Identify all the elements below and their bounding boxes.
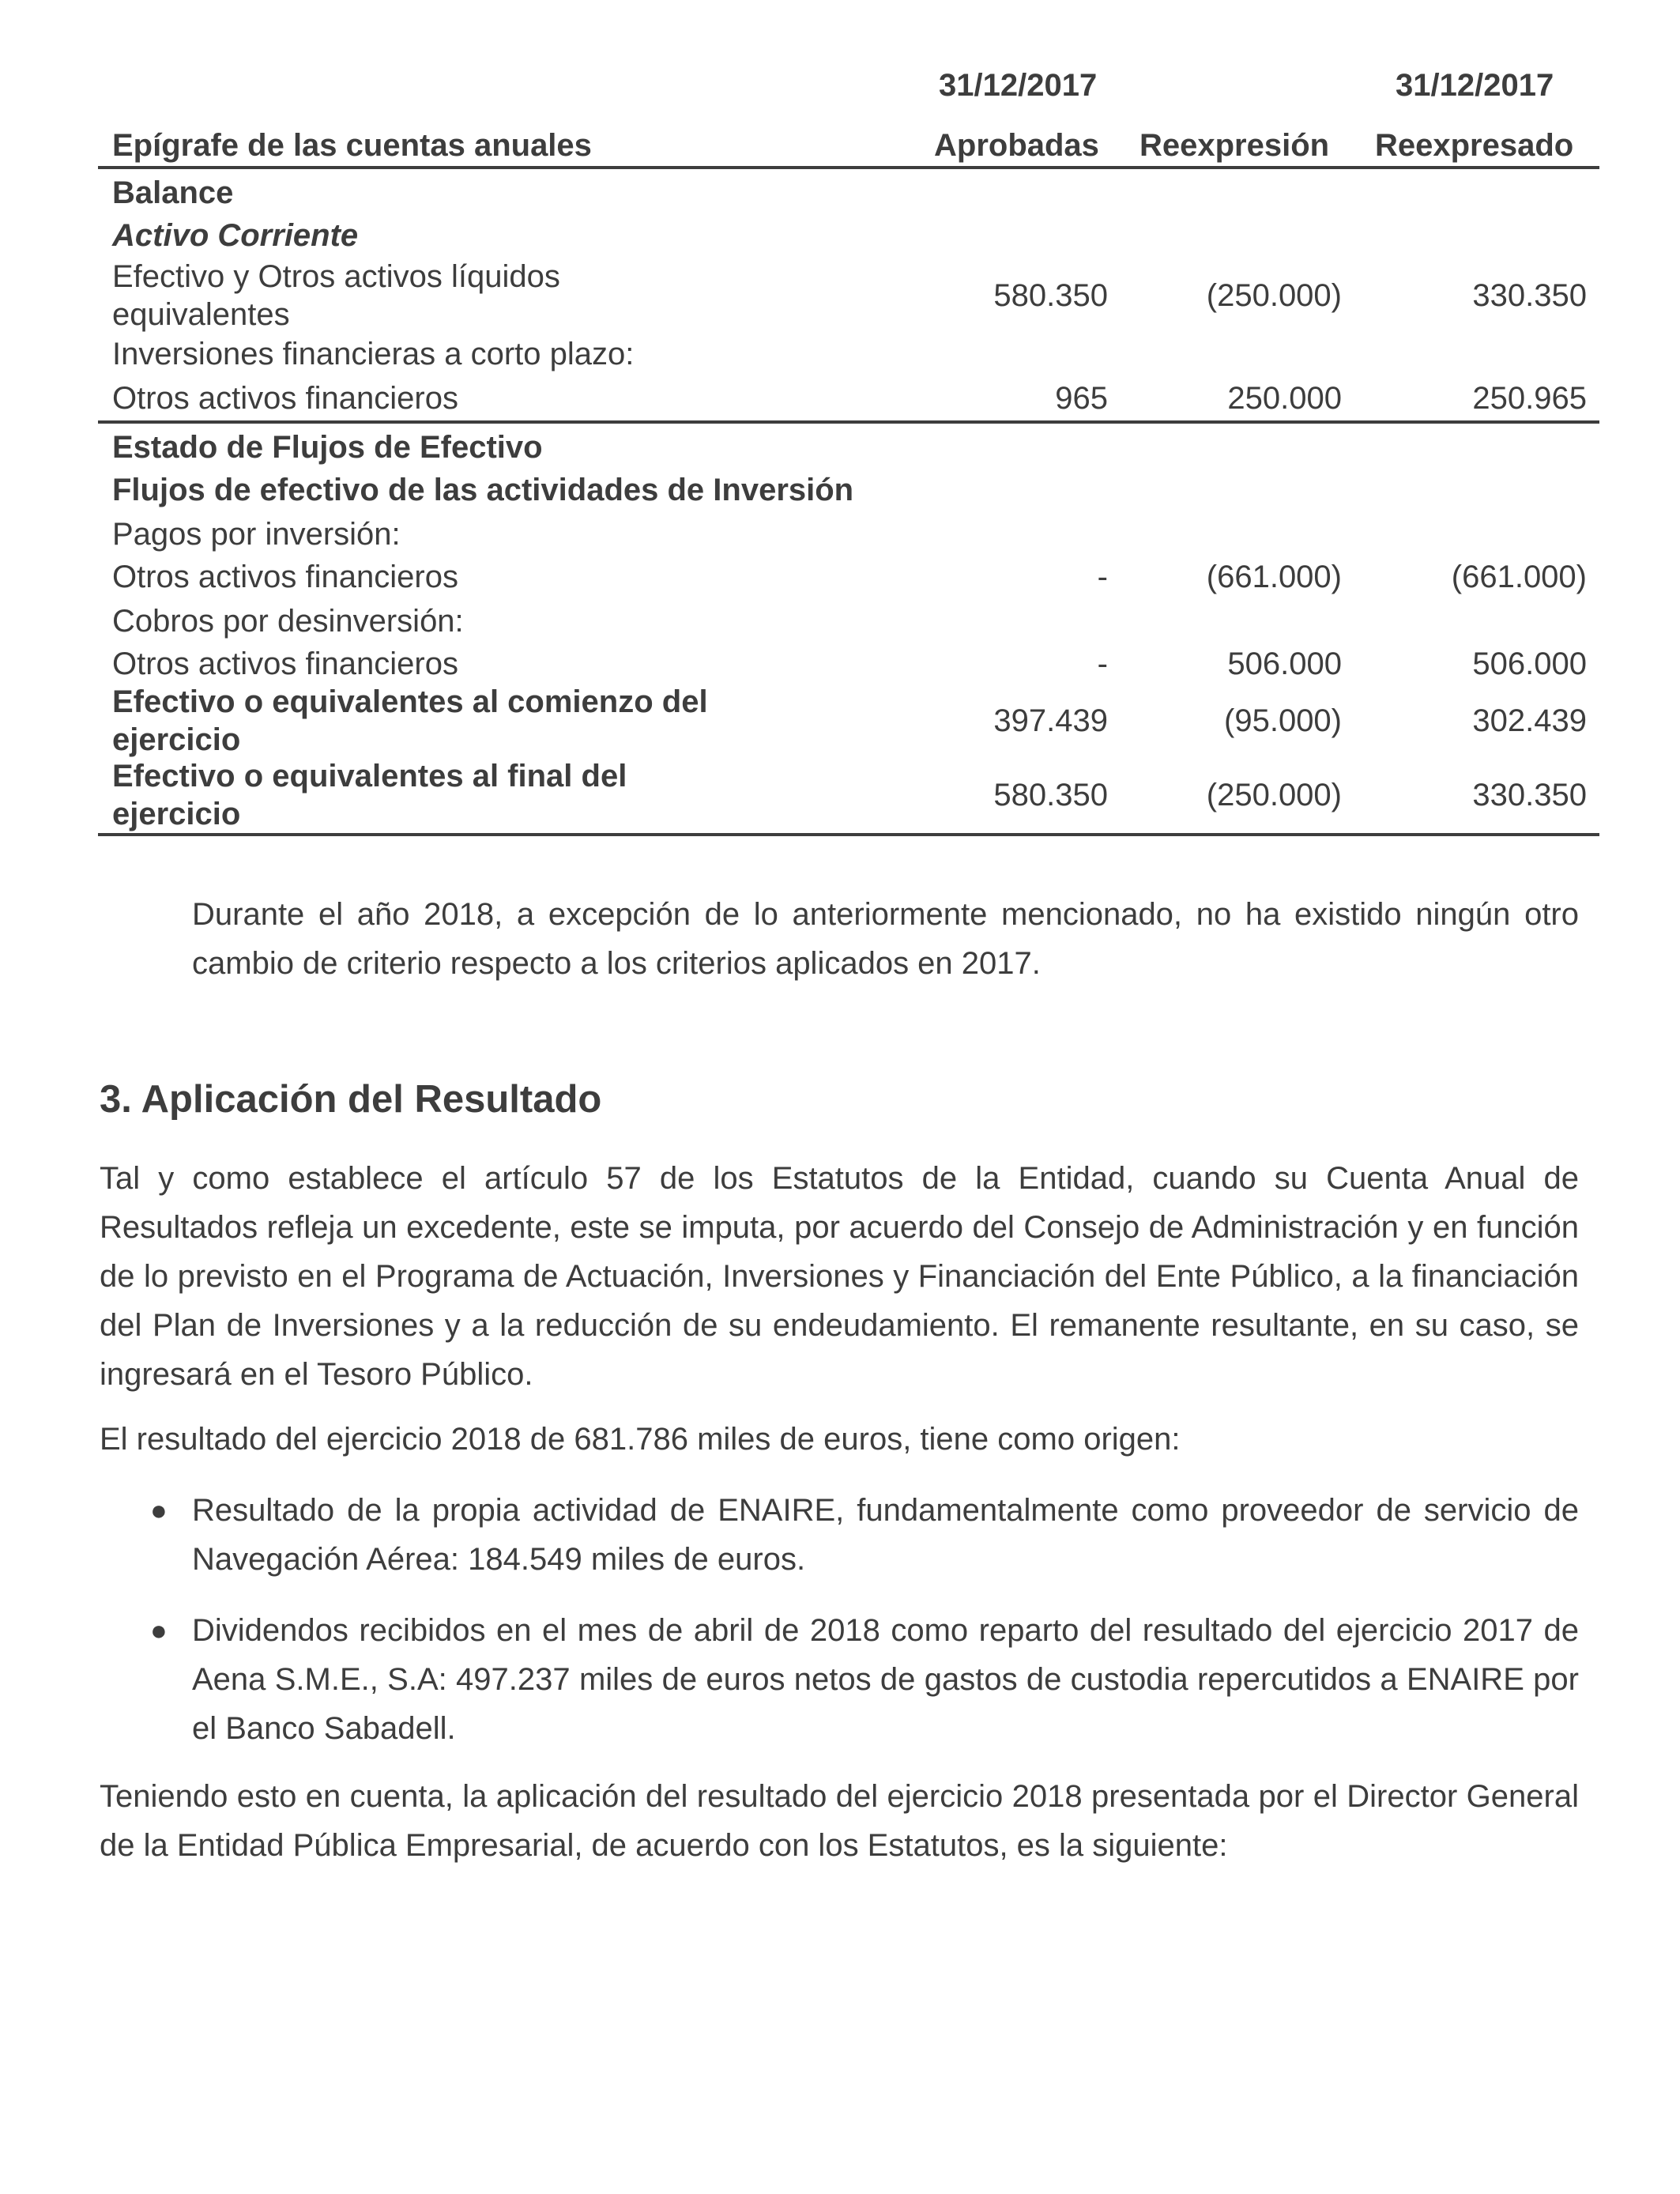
table-row-label: Otros activos financieros [112,381,458,416]
table-row-label: Efectivo y Otros activos líquidos equivalentes [112,259,560,332]
cashflow-subtitle: Flujos de efectivo de las actividades de Inversión [112,473,854,507]
table-cell-reexpresado: 250.965 [1472,381,1587,416]
table-row-label: Inversiones financieras a corto plazo: [112,337,635,371]
section-heading: 3. Aplicación del Resultado [100,1078,602,1121]
header-reexpresado: Reexpresado [1375,128,1574,163]
cashflow-title: Estado de Flujos de Efectivo [112,430,543,465]
table-cell-reexpresado: 506.000 [1472,647,1587,681]
table-row-label: Cobros por desinversión: [112,604,464,639]
table-cell-reexpresado: (661.000) [1451,560,1587,594]
section-paragraph-2: El resultado del ejercicio 2018 de 681.786 miles de euros, tiene como origen: [100,1422,1181,1457]
table-cell-reexpresion: 250.000 [1227,381,1342,416]
table-row-label: Otros activos financieros [112,647,458,681]
table-header-rule [98,166,1599,169]
section-paragraph-1: Tal y como establece el artículo 57 de los Estatutos de la Entidad, cuando su Cuenta Anual de Resultados refleja un excedente, este se imputa, por acuerdo del Consejo de Administración y en función de lo previsto en el Programa de Actuación, Inversiones y Financiación del Ente Público, a la financiación del Plan de Inversiones y a la reducción de su endeudamiento. El remanente resultante, en su caso, se ingresará en el Tesoro Público. [100,1161,1579,1392]
table-row-label: Efectivo o equivalentes al final del ejercicio [112,759,627,831]
table-cell-reexpresado: 330.350 [1472,778,1587,812]
table-cell-aprobadas: - [1097,647,1108,681]
table-cell-reexpresado: 330.350 [1472,278,1587,313]
section-paragraph-3: Teniendo esto en cuenta, la aplicación del resultado del ejercicio 2018 presentada por el Director General de la Entidad Pública Empresarial, de acuerdo con los Estatutos, es la siguiente: [100,1779,1579,1863]
table-row-label: Pagos por inversión: [112,517,401,552]
table-cell-reexpresion: (250.000) [1206,278,1342,313]
table-cell-aprobadas: 580.350 [993,278,1108,313]
bullet-icon: ● [150,1614,168,1646]
header-aprobadas: Aprobadas [934,128,1099,163]
table-cell-aprobadas: 397.439 [993,703,1108,738]
header-epigrafe: Epígrafe de las cuentas anuales [112,128,592,163]
balance-subtitle: Activo Corriente [112,218,359,253]
table-bottom-rule [98,833,1599,836]
table-cell-reexpresion: (661.000) [1206,560,1342,594]
table-row-label: Efectivo o equivalentes al comienzo del ejercicio [112,684,708,757]
table-cell-aprobadas: - [1097,560,1108,594]
header-date-reexpresado: 31/12/2017 [1396,68,1554,103]
table-cell-reexpresion: (250.000) [1206,778,1342,812]
balance-title: Balance [112,175,234,210]
table-row-label: Otros activos financieros [112,560,458,594]
table-cell-aprobadas: 965 [1055,381,1108,416]
table-section-rule [98,420,1599,424]
bullet-icon: ● [150,1494,168,1526]
header-date-aprobadas: 31/12/2017 [939,68,1098,103]
table-cell-aprobadas: 580.350 [993,778,1108,812]
table-cell-reexpresado: 302.439 [1472,703,1587,738]
header-reexpresion: Reexpresión [1139,128,1330,163]
table-cell-reexpresion: (95.000) [1224,703,1342,738]
bullet-item-1: Resultado de la propia actividad de ENAIRE, fundamentalmente como proveedor de servicio de Navegación Aérea: 184.549 miles de euros. [192,1493,1579,1577]
note-paragraph: Durante el año 2018, a excepción de lo anteriormente mencionado, no ha existido ningún otro cambio de criterio respecto a los criterios aplicados en 2017. [192,897,1579,981]
table-cell-reexpresion: 506.000 [1227,647,1342,681]
bullet-item-2: Dividendos recibidos en el mes de abril de 2018 como reparto del resultado del ejercicio 2017 de Aena S.M.E., S.A: 497.237 miles de euros netos de gastos de custodia repercutidos a ENAIRE por el Banco Sabadell. [192,1613,1579,1746]
